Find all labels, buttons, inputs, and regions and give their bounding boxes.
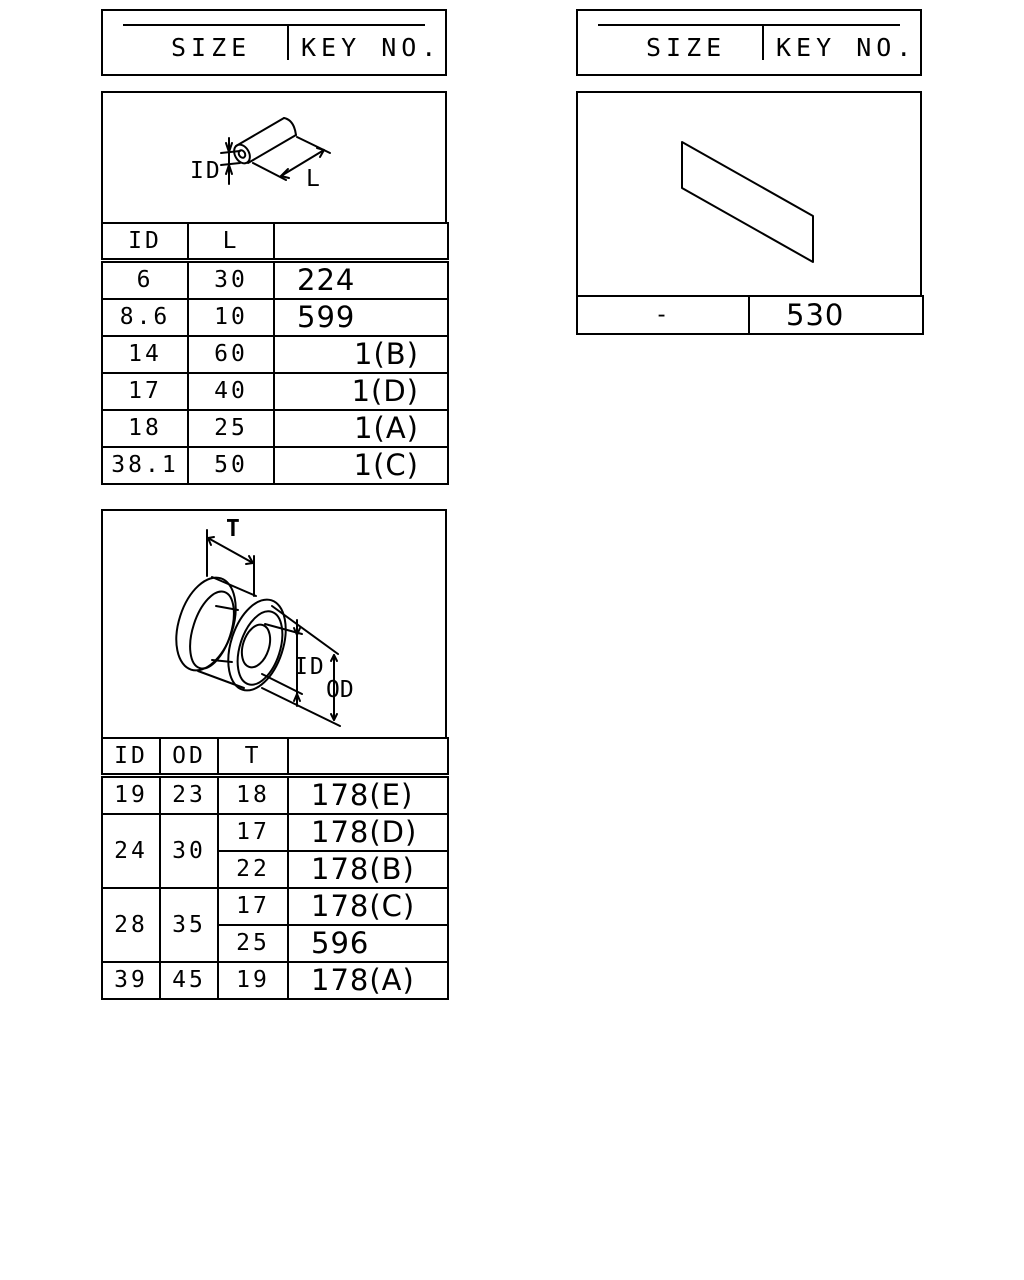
cell-key-no: 1(B) (274, 336, 448, 373)
cell-od: 30 (160, 814, 218, 888)
cell-t: 18 (218, 776, 288, 815)
cell-l: 10 (188, 299, 274, 336)
cell-id: 39 (102, 962, 160, 999)
cell-key-no: 178(A) (288, 962, 448, 999)
cell-id: 6 (102, 261, 188, 300)
cell-key-no: 530 (749, 296, 923, 334)
cell-key-no: 178(C) (288, 888, 448, 925)
cell-key-no: 596 (288, 925, 448, 962)
sheet-drawing (682, 142, 813, 262)
cell-id: 8.6 (102, 299, 188, 336)
tube-l-label: L (306, 166, 320, 192)
cell-id: 24 (102, 814, 160, 888)
cell-t: 25 (218, 925, 288, 962)
key-no-header: KEY NO. (301, 33, 442, 62)
col-header-l: L (188, 223, 274, 261)
grommet-drawing (165, 530, 340, 726)
cell-id: 17 (102, 373, 188, 410)
cell-t: 22 (218, 851, 288, 888)
cell-key-no: 599 (274, 299, 448, 336)
col-header-od: OD (160, 738, 218, 776)
grommet-id-label: ID (294, 654, 326, 680)
grommet-t-label: T (226, 516, 240, 542)
cell-id: 18 (102, 410, 188, 447)
cell-id: 38.1 (102, 447, 188, 484)
cell-key-no: 178(D) (288, 814, 448, 851)
col-header-id: ID (102, 738, 160, 776)
key-no-header: KEY NO. (776, 33, 917, 62)
cell-t: 17 (218, 814, 288, 851)
cell-l: 50 (188, 447, 274, 484)
cell-l: 25 (188, 410, 274, 447)
col-header-id: ID (102, 223, 188, 261)
cell-id: 19 (102, 776, 160, 815)
cell-od: 45 (160, 962, 218, 999)
cell-key-no: 1(A) (274, 410, 448, 447)
grommet-od-label: OD (326, 677, 354, 703)
cell-id: 28 (102, 888, 160, 962)
cell-od: 35 (160, 888, 218, 962)
cell-l: 30 (188, 261, 274, 300)
cell-key-no: 1(D) (274, 373, 448, 410)
cell-l: 40 (188, 373, 274, 410)
cell-t: 19 (218, 962, 288, 999)
cell-id: 14 (102, 336, 188, 373)
cell-od: 23 (160, 776, 218, 815)
cell-key-no: 1(C) (274, 447, 448, 484)
size-header: SIZE (646, 33, 727, 62)
cell-l: 60 (188, 336, 274, 373)
cell-key-no: 178(B) (288, 851, 448, 888)
cell-t: 17 (218, 888, 288, 925)
col-header-t: T (218, 738, 288, 776)
cell-size: - (577, 296, 749, 334)
cell-key-no: 178(E) (288, 776, 448, 815)
size-header: SIZE (171, 33, 252, 62)
cell-key-no: 224 (274, 261, 448, 300)
tube-id-label: ID (190, 158, 222, 184)
